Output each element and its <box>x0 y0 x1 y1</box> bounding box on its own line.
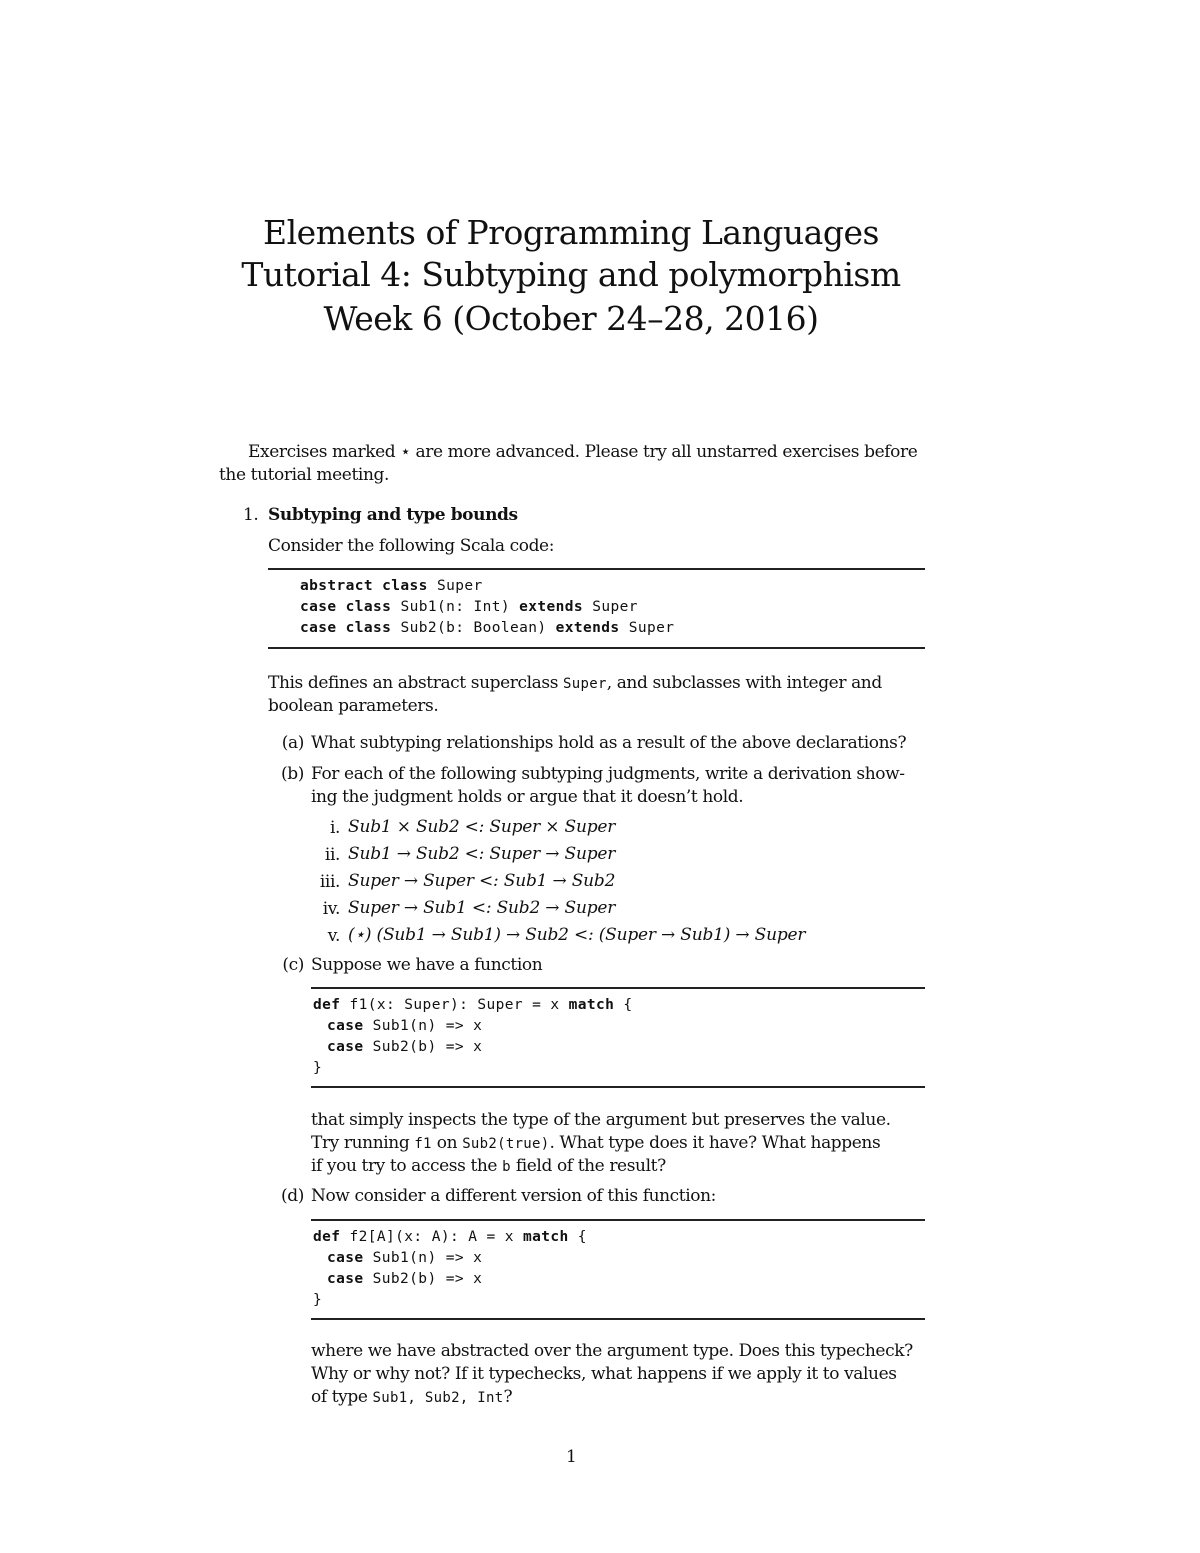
code-line: } <box>313 1060 323 1076</box>
paragraph-line: This defines an abstract superclass Super, and subclasses with integer and <box>268 673 882 693</box>
code-rule-bottom <box>311 1318 925 1320</box>
exercise-title: Subtyping and type bounds <box>268 505 518 525</box>
judgment: Super → Sub1 <: Sub2 → Super <box>348 898 616 918</box>
intro-line-1: Exercises marked ⋆ are more advanced. Please try all unstarred exercises before <box>248 442 918 462</box>
subitem-label: i. <box>329 818 340 838</box>
code-rule-top <box>311 1219 925 1221</box>
item-label-c: (c) <box>282 955 304 975</box>
judgment: (⋆) (Sub1 → Sub1) → Sub2 <: (Super → Sub1) → Super <box>348 925 806 945</box>
code-line: } <box>313 1292 323 1308</box>
subitem-label: iv. <box>322 899 340 919</box>
paragraph-line: Why or why not? If it typechecks, what happens if we apply it to values <box>311 1364 897 1384</box>
judgment: Sub1 × Sub2 <: Super × Super <box>348 817 616 837</box>
code-rule-bottom <box>268 647 925 649</box>
page-number: 1 <box>566 1447 577 1467</box>
code-line: case class Sub1(n: Int) extends Super <box>300 599 638 615</box>
paragraph-line: Try running f1 on Sub2(true). What type does it have? What happens <box>311 1133 881 1153</box>
title-line-3: Week 6 (October 24–28, 2016) <box>323 299 819 338</box>
item-label-b: (b) <box>281 764 304 784</box>
intro-line-2: the tutorial meeting. <box>219 465 389 485</box>
title-line-2: Tutorial 4: Subtyping and polymorphism <box>241 255 901 294</box>
code-line: case Sub2(b) => x <box>327 1039 483 1055</box>
item-d-text: Now consider a different version of this function: <box>311 1186 716 1206</box>
exercise-number: 1. <box>243 505 259 525</box>
paragraph-line: boolean parameters. <box>268 696 439 716</box>
code-rule-top <box>311 987 925 989</box>
item-c-text: Suppose we have a function <box>311 955 543 975</box>
subitem-label: v. <box>327 926 340 946</box>
paragraph-line: where we have abstracted over the argument type. Does this typecheck? <box>311 1341 913 1361</box>
item-label-a: (a) <box>281 733 304 753</box>
exercise-lead: Consider the following Scala code: <box>268 536 555 556</box>
judgment: Sub1 → Sub2 <: Super → Super <box>348 844 616 864</box>
subitem-label: iii. <box>319 872 340 892</box>
paragraph-line: that simply inspects the type of the argument but preserves the value. <box>311 1110 891 1130</box>
code-line: def f2[A](x: A): A = x match { <box>313 1229 587 1245</box>
code-line: case class Sub2(b: Boolean) extends Super <box>300 620 675 636</box>
code-line: case Sub2(b) => x <box>327 1271 483 1287</box>
subitem-label: ii. <box>324 845 340 865</box>
item-label-d: (d) <box>281 1186 304 1206</box>
paragraph-line: of type Sub1, Sub2, Int? <box>311 1387 513 1407</box>
item-b-text: For each of the following subtyping judgments, write a derivation show- <box>311 764 905 784</box>
code-rule-top <box>268 568 925 570</box>
code-rule-bottom <box>311 1086 925 1088</box>
code-line: case Sub1(n) => x <box>327 1018 483 1034</box>
judgment: Super → Super <: Sub1 → Sub2 <box>348 871 616 891</box>
code-line: abstract class Super <box>300 578 483 594</box>
item-a-text: What subtyping relationships hold as a result of the above declarations? <box>311 733 907 753</box>
item-b-text: ing the judgment holds or argue that it doesn’t hold. <box>311 787 744 807</box>
code-line: def f1(x: Super): Super = x match { <box>313 997 633 1013</box>
code-line: case Sub1(n) => x <box>327 1250 483 1266</box>
paragraph-line: if you try to access the b field of the result? <box>311 1156 666 1176</box>
title-line-1: Elements of Programming Languages <box>263 213 879 252</box>
